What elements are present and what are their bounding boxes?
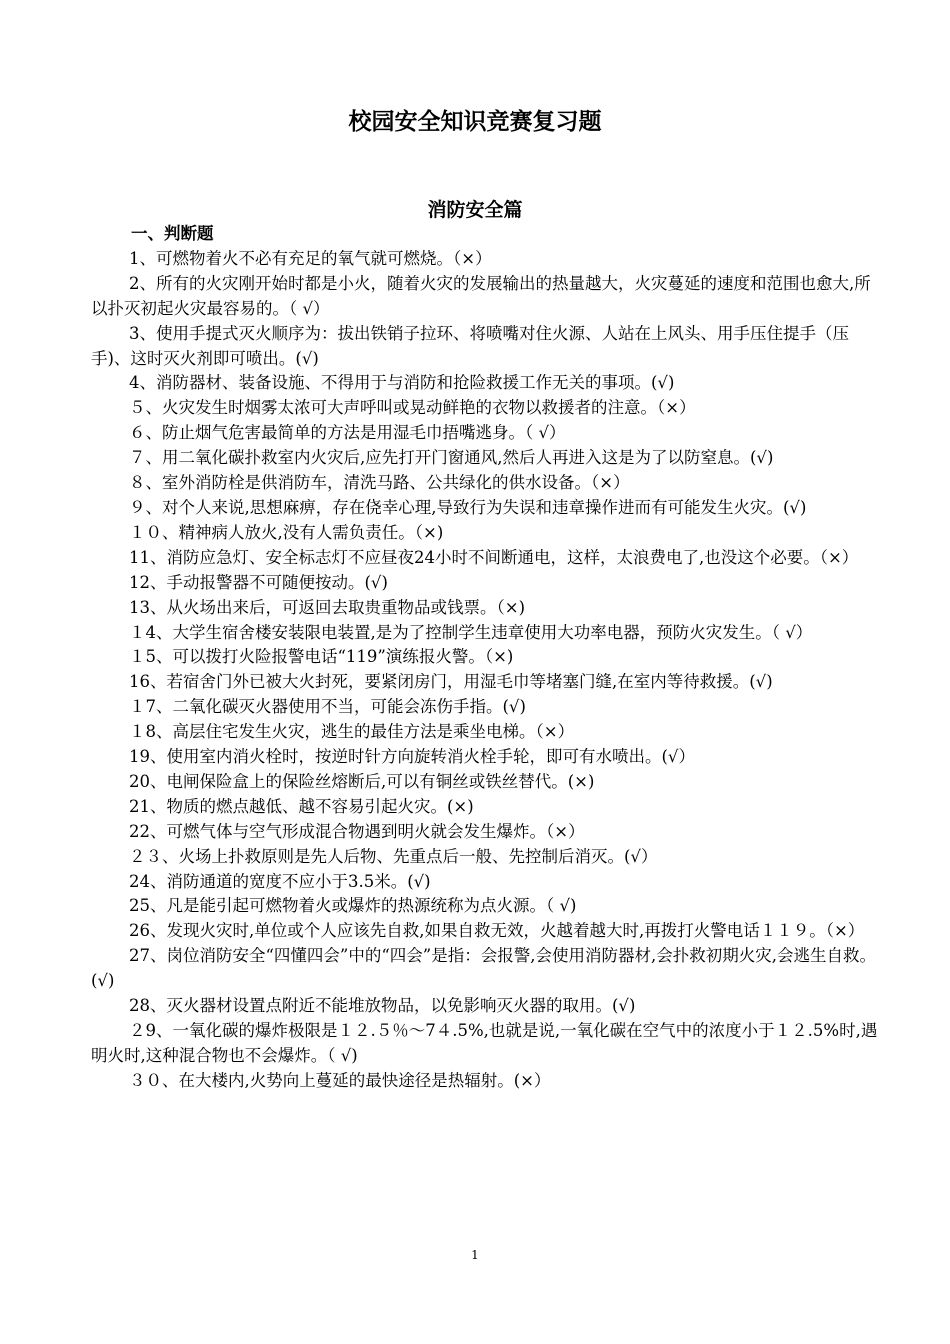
question-item: 16、若宿舍门外已被大火封死，要紧闭房门，用湿毛巾等堵塞门缝,在室内等待救援。(√) [129,672,773,692]
section-title: 消防安全篇 [427,199,523,221]
question-item: ２9、一氧化碳的爆炸极限是１２.５％～7４.5%,也就是说,一氧化碳在空气中的浓度小于１２.5%时,遇明火时,这种混合物也不会爆炸。（ √) [91,1021,878,1065]
document-body [91,222,881,1094]
question-item: ５、火灾发生时烟雾太浓可大声呼叫或晃动鲜艳的衣物以救援者的注意。（×） [129,398,696,418]
question-item: １7、二氧化碳灭火器使用不当，可能会冻伤手指。(√) [129,697,526,717]
question-item: １8、高层住宅发生火灾，逃生的最佳方法是乘坐电梯。（×） [129,722,575,742]
question-item: １０、精神病人放火,没有人需负责任。（×) [129,522,444,542]
document-title: 校园安全知识竞赛复习题 [348,108,602,135]
question-item: 2、所有的火灾刚开始时都是小火，随着火灾的发展输出的热量越大，火灾蔓延的速度和范围也愈大,所以扑灭初起火灾最容易的。（ √） [91,273,871,318]
page-number: 1 [471,1248,479,1262]
question-item: 1、可燃物着火不必有充足的氧气就可燃烧。（×） [129,248,492,268]
question-type-heading: 一、判断题 [131,224,214,243]
question-item: ７、用二氧化碳扑救室内火灾后,应先打开门窗通风,然后人再进入这是为了以防窒息。(√) [129,448,774,468]
question-item: ３０、在大楼内,火势向上蔓延的最快途径是热辐射。(×） [129,1070,551,1090]
question-item: 22、可燃气体与空气形成混合物遇到明火就会发生爆炸。（×） [129,821,585,841]
question-item: 12、手动报警器不可随便按动。(√) [129,572,388,592]
question-item: １4、大学生宿舍楼安装限电装置,是为了控制学生违章使用大功率电器，预防火灾发生。（ √） [129,622,813,642]
question-item: 4、消防器材、装备设施、不得用于与消防和抢险救援工作无关的事项。(√) [129,373,675,393]
question-item: １5、可以拨打火险报警电话“119”演练报火警。（×) [129,647,514,667]
question-item: 3、使用手提式灭火顺序为：拔出铁销子拉环、将喷嘴对住火源、人站在上风头、用手压住提手（压手)、这时灭火剂即可喷出。(√) [91,323,849,368]
question-item: 26、发现火灾时,单位或个人应该先自救,如果自救无效，火越着越大时,再拨打火警电话１１９。（×） [129,921,865,941]
question-item: 11、消防应急灯、安全标志灯不应昼夜24小时不间断通电，这样，太浪费电了,也没这个必要。（×） [129,547,859,567]
question-item: 24、消防通道的宽度不应小于3.5米。(√) [129,871,431,891]
question-item: ９、对个人来说,思想麻痹，存在侥幸心理,导致行为失误和违章操作进而有可能发生火灾。(√) [129,497,807,517]
question-item: 25、凡是能引起可燃物着火或爆炸的热源统称为点火源。（ √) [129,896,577,916]
question-item: ６、防止烟气危害最简单的方法是用湿毛巾捂嘴逃身。（ √） [129,423,566,443]
question-item: ８、室外消防栓是供消防车，清洗马路、公共绿化的供水设备。（×） [129,473,630,493]
question-item: 21、物质的燃点越低、越不容易引起火灾。(×) [129,796,474,816]
question-item: 27、岗位消防安全“四懂四会”中的“四会”是指：会报警,会使用消防器材,会扑救初期火灾,会逃生自救。(√) [91,946,876,991]
question-item: 19、使用室内消火栓时，按逆时针方向旋转消火栓手轮，即可有水喷出。(√） [129,747,695,767]
question-item: 28、灭火器材设置点附近不能堆放物品，以免影响灭火器的取用。(√) [129,996,636,1016]
question-item: 13、从火场出来后，可返回去取贵重物品或钱票。（×) [129,597,526,617]
question-item: ２３、火场上扑救原则是先人后物、先重点后一般、先控制后消灭。(√） [129,846,658,866]
question-item: 20、电闸保险盒上的保险丝熔断后,可以有铜丝或铁丝替代。(×) [129,771,595,791]
